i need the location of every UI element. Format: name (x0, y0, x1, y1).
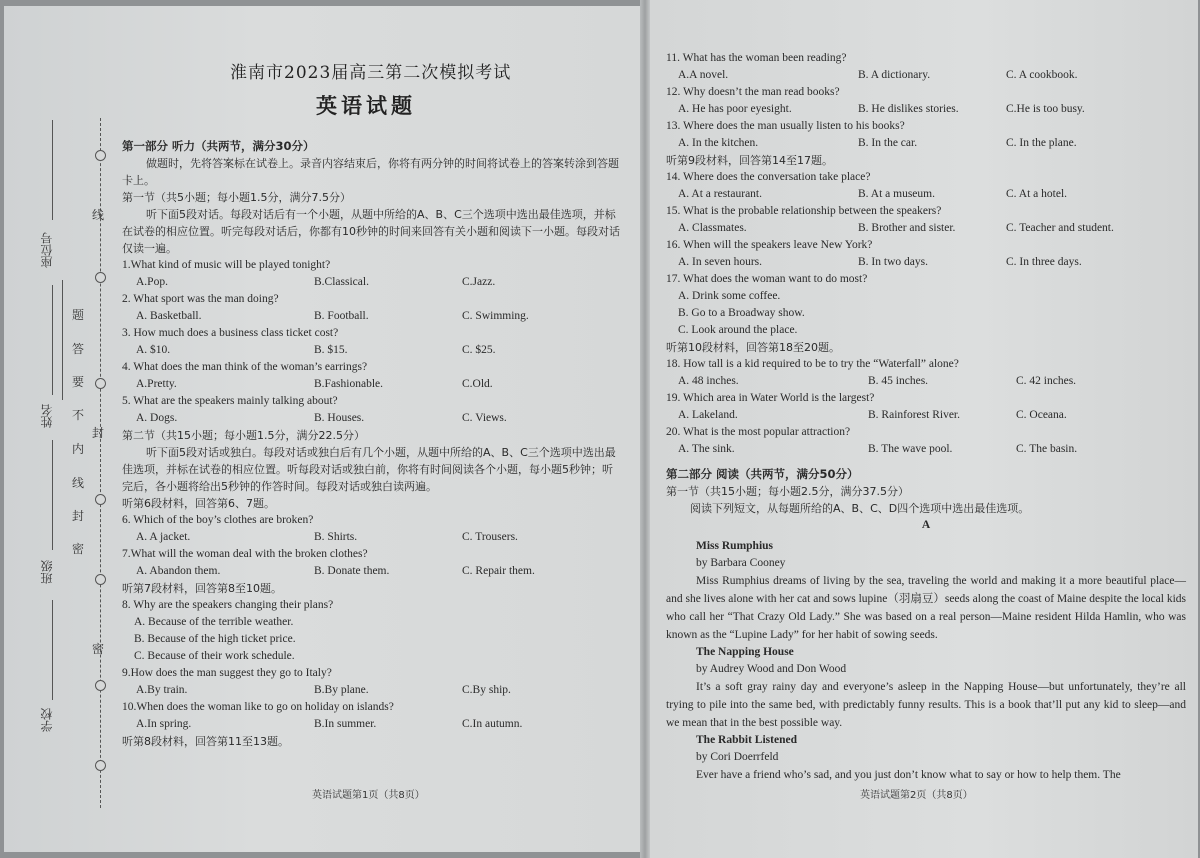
option-c: C. The basin. (1016, 443, 1078, 455)
book-1-text: Miss Rumphius dreams of living by the sea, traveling the world and making it a more beautiful place—and she lives alone with her cat and sows lupine（羽扇豆）seeds along the coast of Maine despite the local kids who call her “That Crazy Old Lady.” She was based on a real person—Maine resident Hilda Hamlin, who was known as the “Lupine Lady” for her habit of sowing seeds. (666, 575, 1186, 641)
name-line (52, 285, 53, 395)
option-a: A. In seven hours. (678, 256, 762, 268)
question-text: 11. What has the woman been reading? (666, 52, 847, 64)
seal-char: 封 (92, 426, 105, 440)
question-13 (666, 118, 1186, 152)
material-7: 听第7段材料，回答第8至10题。 (122, 582, 282, 595)
section1-intro: 听下面5段对话。每段对话后有一个小题，从题中所给的A、B、C三个选项中选出最佳选项，并标在试卷的相应位置。听完每段对话后，你都有10秒钟的时间来回答有关小题和阅读下一小题。每段对话仅读一遍。 (122, 208, 620, 255)
option-a: A. Lakeland. (678, 409, 738, 421)
question-text: 18. How tall is a kid required to be to try the “Waterfall” alone? (666, 358, 959, 370)
seat-label: 座位号 (40, 232, 54, 268)
name-label: 姓名 (40, 404, 54, 428)
part2-heading: 第二部分 阅读（共两节，满分50分） (666, 467, 859, 481)
question-15 (666, 203, 1186, 237)
option-b: B.By plane. (314, 684, 369, 696)
question-text: 1.What kind of music will be played tonight? (122, 259, 331, 271)
option-b: B. The wave pool. (868, 443, 953, 455)
option-b: B. At a museum. (858, 188, 935, 200)
passage-letter: A (921, 519, 931, 531)
option-c: C. In the plane. (1006, 137, 1077, 149)
option-b: B. Because of the high ticket price. (134, 633, 296, 645)
binding-hole (95, 150, 106, 161)
question-text: 7.What will the woman deal with the broken clothes? (122, 548, 368, 560)
option-c: C. Views. (462, 412, 507, 424)
question-20 (666, 424, 1186, 458)
question-12 (666, 84, 1186, 118)
seal-char: 题 (72, 308, 85, 322)
school-label: 学校 (40, 708, 54, 732)
class-label: 班级 (40, 560, 54, 584)
question-text: 3. How much does a business class ticket cost? (122, 327, 339, 339)
book-1-author: by Barbara Cooney (696, 557, 786, 569)
question-14 (666, 169, 1186, 203)
option-a: A. Dogs. (136, 412, 178, 424)
option-b: B. Brother and sister. (858, 222, 956, 234)
material-9: 听第9段材料，回答第14至17题。 (666, 154, 833, 167)
seal-char: 不 (72, 408, 85, 422)
seat-line (52, 120, 53, 220)
book-3-author: by Cori Doerrfeld (696, 751, 779, 763)
question-19 (666, 390, 1186, 424)
option-c: C. Oceana. (1016, 409, 1067, 421)
binding-hole (95, 378, 106, 389)
binding-hole (95, 680, 106, 691)
option-b: B.Fashionable. (314, 378, 383, 390)
book-2-author: by Audrey Wood and Don Wood (696, 663, 847, 675)
seal-char: 密 (72, 542, 85, 556)
part2-section1-heading: 第一节（共15小题；每小题2.5分，满分37.5分） (666, 485, 909, 498)
binding-hole (95, 494, 106, 505)
option-c: C. At a hotel. (1006, 188, 1068, 200)
option-b: B. Houses. (314, 412, 365, 424)
right-page-footer: 英语试题第2页（共8页） (860, 790, 973, 801)
option-a: A. A jacket. (136, 531, 191, 543)
question-16 (666, 237, 1186, 271)
section1-heading: 第一节（共5小题；每小题1.5分，满分7.5分） (122, 191, 351, 204)
question-text: 5. What are the speakers mainly talking about? (122, 395, 338, 407)
question-17: 17. What does the woman want to do most? (666, 273, 868, 285)
question-text: 15. What is the probable relationship between the speakers? (666, 205, 942, 217)
book-2-title: The Napping House (696, 646, 794, 658)
binding-margin (0, 0, 118, 846)
part2-intro: 阅读下列短文，从每题所给的A、B、C、D四个选项中选出最佳选项。 (690, 502, 1030, 515)
page-fold (640, 0, 650, 858)
option-a: A. $10. (136, 344, 171, 356)
option-b: B. Go to a Broadway show. (678, 307, 805, 319)
option-a: A. 48 inches. (678, 375, 739, 387)
question-9 (122, 665, 622, 699)
part1-intro: 做题时，先将答案标在试卷上。录音内容结束后，你将有两分钟的时间将试卷上的答案转涂到答题卡上。 (122, 157, 619, 187)
option-a: A. Because of the terrible weather. (134, 616, 294, 628)
option-c: C.By ship. (462, 684, 511, 696)
option-c: C.In autumn. (462, 718, 523, 730)
exam-title: 英语试题 (316, 94, 416, 118)
class-line (52, 440, 53, 550)
option-a: A. Abandon them. (136, 565, 221, 577)
option-b: B. Football. (314, 310, 369, 322)
left-column (122, 138, 622, 750)
option-c: C. A cookbook. (1006, 69, 1078, 81)
option-b: B. $15. (314, 344, 348, 356)
school-line (52, 600, 53, 700)
option-c: C. Because of their work schedule. (134, 650, 295, 662)
section2-intro: 听下面5段对话或独白。每段对话或独白后有几个小题，从题中所给的A、B、C三个选项中选出最佳选项，并标在试卷的相应位置。听每段对话或独白前，你将有时间阅读各个小题，每小题5秒钟；听完后，各小题将给出5秒钟的作答时间。每段对话或独白读两遍。 (122, 446, 616, 493)
binding-hole (95, 574, 106, 585)
option-a: A. Classmates. (678, 222, 747, 234)
option-c: C. Swimming. (462, 310, 529, 322)
part1-heading: 第一部分 听力（共两节，满分30分） (122, 139, 315, 153)
option-c: C. Teacher and student. (1006, 222, 1114, 234)
option-b: B. In the car. (858, 137, 918, 149)
question-6 (122, 512, 622, 546)
question-text: 13. Where does the man usually listen to his books? (666, 120, 905, 132)
option-c: C. In three days. (1006, 256, 1082, 268)
option-c: C.Old. (462, 378, 493, 390)
binding-hole (95, 272, 106, 283)
question-18 (666, 356, 1186, 390)
question-text: 9.How does the man suggest they go to Italy? (122, 667, 332, 679)
option-b: B. He dislikes stories. (858, 103, 959, 115)
book-2-text: It’s a soft gray rainy day and everyone’s asleep in the Napping House—but unfortunately, they’re all trying to pile into the same bed, with predictably funny results. This is a book that’ll put any kid to sleep—and we mean that in the best possible way. (666, 681, 1186, 729)
seal-box-line (62, 280, 63, 400)
question-text: 4. What does the man think of the woman’s earrings? (122, 361, 368, 373)
option-a: A. The sink. (678, 443, 735, 455)
option-b: B. Shirts. (314, 531, 358, 543)
seal-char: 要 (72, 375, 85, 389)
option-a: A.A novel. (678, 69, 729, 81)
question-17-options (666, 288, 1186, 339)
material-6: 听第6段材料，回答第6、7题。 (122, 497, 275, 510)
option-a: A. He has poor eyesight. (678, 103, 792, 115)
seal-char: 线 (92, 208, 105, 222)
binding-hole (95, 760, 106, 771)
option-a: A.Pretty. (136, 378, 177, 390)
question-text: 10.When does the woman like to go on holiday on islands? (122, 701, 394, 713)
option-a: A.Pop. (136, 276, 168, 288)
option-c: C. Repair them. (462, 565, 535, 577)
question-text: 2. What sport was the man doing? (122, 293, 279, 305)
section2-heading: 第二节（共15小题；每小题1.5分，满分22.5分） (122, 429, 365, 442)
option-a: A. Basketball. (136, 310, 202, 322)
option-b: B. Rainforest River. (868, 409, 960, 421)
option-b: B. In two days. (858, 256, 928, 268)
question-4 (122, 359, 622, 393)
question-8: 8. Why are the speakers changing their plans? (122, 599, 334, 611)
option-c: C. $25. (462, 344, 496, 356)
book-3-text: Ever have a friend who’s sad, and you just don’t know what to say or how to help them. The (696, 769, 1121, 781)
option-c: C.Jazz. (462, 276, 496, 288)
question-5 (122, 393, 622, 427)
question-text: 6. Which of the boy’s clothes are broken? (122, 514, 314, 526)
option-c: C. 42 inches. (1016, 375, 1077, 387)
question-7 (122, 546, 622, 580)
question-text: 19. Which area in Water World is the largest? (666, 392, 875, 404)
option-a: A.By train. (136, 684, 188, 696)
seal-char: 密 (92, 642, 105, 656)
option-a: A.In spring. (136, 718, 192, 730)
option-b: B. A dictionary. (858, 69, 931, 81)
seal-char: 答 (72, 342, 85, 356)
question-text: 14. Where does the conversation take place? (666, 171, 871, 183)
question-1 (122, 257, 622, 291)
option-c: C. Trousers. (462, 531, 518, 543)
seal-char: 线 (72, 476, 85, 490)
question-8-options (122, 614, 622, 665)
option-a: A. At a restaurant. (678, 188, 762, 200)
question-11 (666, 50, 1186, 84)
right-column (666, 50, 1186, 784)
option-c: C. Look around the place. (678, 324, 798, 336)
material-10: 听第10段材料，回答第18至20题。 (666, 341, 840, 354)
option-a: A. Drink some coffee. (678, 290, 781, 302)
option-b: B.In summer. (314, 718, 377, 730)
option-a: A. In the kitchen. (678, 137, 759, 149)
seal-char: 封 (72, 509, 85, 523)
material-8: 听第8段材料，回答第11至13题。 (122, 735, 289, 748)
seal-char: 内 (72, 442, 85, 456)
option-b: B. Donate them. (314, 565, 390, 577)
exam-header: 淮南市2023届高三第二次模拟考试 (230, 63, 512, 83)
question-3 (122, 325, 622, 359)
book-3-title: The Rabbit Listened (696, 734, 797, 746)
question-text: 12. Why doesn’t the man read books? (666, 86, 840, 98)
question-text: 20. What is the most popular attraction? (666, 426, 851, 438)
question-10 (122, 699, 622, 733)
option-c: C.He is too busy. (1006, 103, 1085, 115)
left-page-footer: 英语试题第1页（共8页） (312, 790, 425, 801)
book-1-title: Miss Rumphius (696, 540, 774, 552)
question-2 (122, 291, 622, 325)
option-b: B. 45 inches. (868, 375, 929, 387)
question-text: 16. When will the speakers leave New York? (666, 239, 873, 251)
option-b: B.Classical. (314, 276, 369, 288)
